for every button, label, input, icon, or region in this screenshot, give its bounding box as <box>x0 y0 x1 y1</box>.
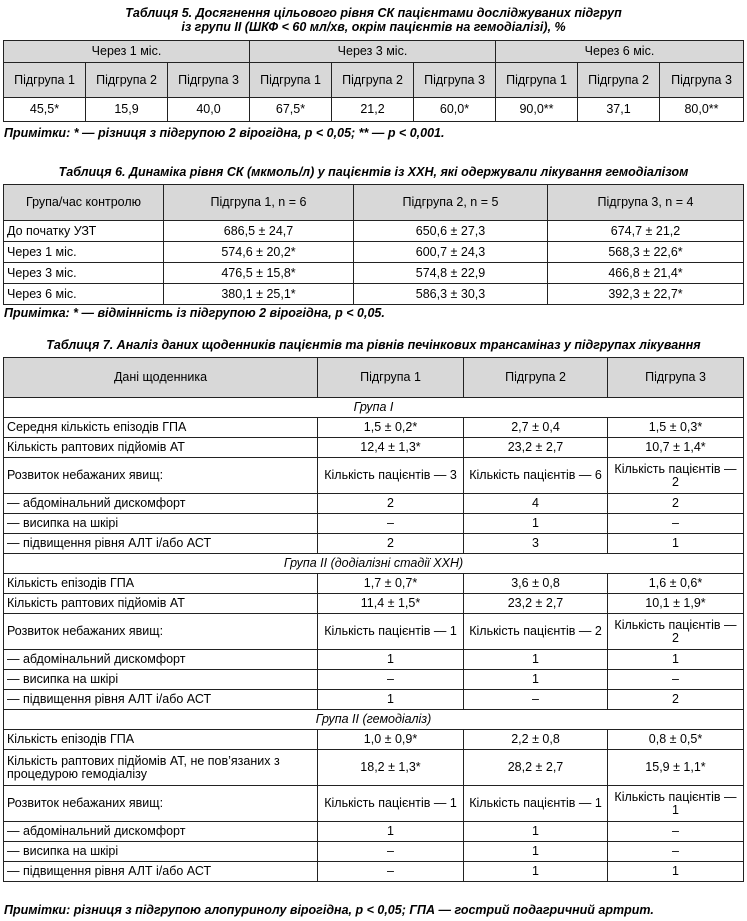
table7-cell: 1,6 ± 0,6* <box>608 574 744 594</box>
table7-cell: 4 <box>464 494 608 514</box>
table7-cell: 2 <box>608 690 744 710</box>
table7-cell: 28,2 ± 2,7 <box>464 750 608 786</box>
table7-row-label: — абдомінальний дискомфорт <box>4 822 318 842</box>
table5-note: Примітки: * — різниця з підгрупою 2 вірогідна, р < 0,05; ** — р < 0,001. <box>4 126 445 140</box>
table6-header: Підгрупа 1, n = 6 <box>164 185 354 221</box>
table7-row-label: — висипка на шкірі <box>4 842 318 862</box>
table7-cell: 1 <box>464 650 608 670</box>
table6-cell: 650,6 ± 27,3 <box>354 221 548 242</box>
table7-cell: 1 <box>608 650 744 670</box>
table7-cell: 2,2 ± 0,8 <box>464 730 608 750</box>
table7-cell: 2 <box>318 534 464 554</box>
table7-header: Підгрупа 1 <box>318 358 464 398</box>
table5-caption <box>0 6 747 34</box>
table6-cell: 466,8 ± 21,4* <box>548 263 744 284</box>
table5-value: 21,2 <box>332 98 414 122</box>
table6-row-label: Через 1 міс. <box>4 242 164 263</box>
table7-cell: 1 <box>318 690 464 710</box>
table7-note: Примітки: різниця з підгрупою алопуринолу вірогідна, р < 0,05; ГПА — гострий подагричний артрит. <box>4 903 654 917</box>
table7-cell: – <box>608 514 744 534</box>
table7-cell: 1 <box>464 862 608 882</box>
table7-cell: 18,2 ± 1,3* <box>318 750 464 786</box>
table7-row-label: Розвиток небажаних явищ: <box>4 786 318 822</box>
table7-group-title: Група ІІ (гемодіаліз) <box>4 710 744 730</box>
table5-subgroup-header: Підгрупа 2 <box>578 63 660 98</box>
table7-row-label: — висипка на шкірі <box>4 514 318 534</box>
table6-cell: 574,6 ± 20,2* <box>164 242 354 263</box>
table7-cell: 1,7 ± 0,7* <box>318 574 464 594</box>
table6-header: Підгрупа 3, n = 4 <box>548 185 744 221</box>
table7-cell: Кількість пацієнтів — 1 <box>464 786 608 822</box>
table5-subgroup-header: Підгрупа 3 <box>660 63 744 98</box>
table7-cell: 1,5 ± 0,2* <box>318 418 464 438</box>
table6-cell: 686,5 ± 24,7 <box>164 221 354 242</box>
table6 <box>3 184 744 305</box>
table7-row-label: — підвищення рівня АЛТ і/або АСТ <box>4 690 318 710</box>
table7-cell: 1 <box>608 862 744 882</box>
table5-value: 60,0* <box>414 98 496 122</box>
table7-cell: Кількість пацієнтів — 1 <box>608 786 744 822</box>
table7-cell: 10,1 ± 1,9* <box>608 594 744 614</box>
table5-subgroup-header: Підгрупа 1 <box>250 63 332 98</box>
table6-row-label: Через 3 міс. <box>4 263 164 284</box>
table7-cell: 1 <box>318 650 464 670</box>
table7-cell: 1,0 ± 0,9* <box>318 730 464 750</box>
table6-row-label: До початку УЗТ <box>4 221 164 242</box>
table5-value: 80,0** <box>660 98 744 122</box>
table7-cell: 1 <box>464 842 608 862</box>
table7-row-label: Середня кількість епізодів ГПА <box>4 418 318 438</box>
table7-group-title: Група ІІ (додіалізні стадії ХХН) <box>4 554 744 574</box>
table6-cell: 392,3 ± 22,7* <box>548 284 744 305</box>
table7-cell: 1 <box>318 822 464 842</box>
table5-subgroup-header: Підгрупа 1 <box>4 63 86 98</box>
table7-cell: 23,2 ± 2,7 <box>464 594 608 614</box>
table5-period-1: Через 1 міс. <box>4 41 250 63</box>
table7-cell: Кількість пацієнтів — 6 <box>464 458 608 494</box>
table7-header: Підгрупа 2 <box>464 358 608 398</box>
table7-cell: 11,4 ± 1,5* <box>318 594 464 614</box>
table7-row-label: Кількість епізодів ГПА <box>4 574 318 594</box>
table7-cell: Кількість пацієнтів — 3 <box>318 458 464 494</box>
table7-header: Підгрупа 3 <box>608 358 744 398</box>
table7-row-label: — висипка на шкірі <box>4 670 318 690</box>
table6-caption: Таблиця 6. Динаміка рівня СК (мкмоль/л) у пацієнтів із ХХН, які одержували лікування гемодіалізом <box>58 165 689 179</box>
table5-value: 45,5* <box>4 98 86 122</box>
table7-cell: 10,7 ± 1,4* <box>608 438 744 458</box>
table7-cell: – <box>318 670 464 690</box>
table7-cell: 15,9 ± 1,1* <box>608 750 744 786</box>
table5-subgroup-header: Підгрупа 3 <box>168 63 250 98</box>
table5-caption-line1: Таблиця 5. Досягнення цільового рівня СК пацієнтами досліджуваних підгруп <box>125 6 622 20</box>
table7-row-label: — підвищення рівня АЛТ і/або АСТ <box>4 534 318 554</box>
table6-note: Примітка: * — відмінність із підгрупою 2 вірогідна, р < 0,05. <box>4 306 385 320</box>
table7-cell: – <box>608 670 744 690</box>
table5-value: 90,0** <box>496 98 578 122</box>
table7-row-label: — абдомінальний дискомфорт <box>4 494 318 514</box>
table7-cell: 12,4 ± 1,3* <box>318 438 464 458</box>
table7-row-label: Кількість раптових підйомів АТ, не пов’язаних з процедурою гемодіалізу <box>4 750 318 786</box>
table7-cell: 2,7 ± 0,4 <box>464 418 608 438</box>
table7-cell: Кількість пацієнтів — 2 <box>608 614 744 650</box>
table6-cell: 380,1 ± 25,1* <box>164 284 354 305</box>
table7-cell: 3 <box>464 534 608 554</box>
table7-row-label: — підвищення рівня АЛТ і/або АСТ <box>4 862 318 882</box>
table5-value: 37,1 <box>578 98 660 122</box>
table7-group-title: Група І <box>4 398 744 418</box>
table5-subgroup-header: Підгрупа 3 <box>414 63 496 98</box>
table7-cell: 1 <box>608 534 744 554</box>
table5 <box>3 40 744 122</box>
table5-period-3: Через 3 міс. <box>250 41 496 63</box>
table7-cell: Кількість пацієнтів — 1 <box>318 614 464 650</box>
table7-cell: 1 <box>464 514 608 534</box>
table7-cell: 2 <box>608 494 744 514</box>
table6-cell: 568,3 ± 22,6* <box>548 242 744 263</box>
table7-cell: – <box>464 690 608 710</box>
table6-header: Підгрупа 2, n = 5 <box>354 185 548 221</box>
table5-subgroup-header: Підгрупа 1 <box>496 63 578 98</box>
table6-cell: 574,8 ± 22,9 <box>354 263 548 284</box>
table6-cell: 476,5 ± 15,8* <box>164 263 354 284</box>
table7-cell: – <box>318 842 464 862</box>
table5-subgroup-header: Підгрупа 2 <box>86 63 168 98</box>
table7-row-label: Кількість раптових підйомів АТ <box>4 438 318 458</box>
table7-row-label: Розвиток небажаних явищ: <box>4 614 318 650</box>
table7-cell: – <box>318 514 464 534</box>
table5-value: 67,5* <box>250 98 332 122</box>
table5-period-6: Через 6 міс. <box>496 41 744 63</box>
table7-cell: 2 <box>318 494 464 514</box>
table7-cell: 0,8 ± 0,5* <box>608 730 744 750</box>
table6-row-label: Через 6 міс. <box>4 284 164 305</box>
table7-header: Дані щоденника <box>4 358 318 398</box>
table7-cell: – <box>318 862 464 882</box>
table5-value: 40,0 <box>168 98 250 122</box>
table7-caption: Таблиця 7. Аналіз даних щоденників пацієнтів та рівнів печінкових трансаміназ у підгрупах лікування <box>46 338 701 352</box>
table6-header: Група/час контролю <box>4 185 164 221</box>
table5-caption-line2: із групи ІІ (ШКФ < 60 мл/хв, окрім пацієнтів на гемодіалізі), % <box>181 20 566 34</box>
table7-cell: – <box>608 842 744 862</box>
table7-cell: 1,5 ± 0,3* <box>608 418 744 438</box>
table5-value: 15,9 <box>86 98 168 122</box>
table7-cell: – <box>608 822 744 842</box>
table7-cell: 1 <box>464 670 608 690</box>
table5-subgroup-header: Підгрупа 2 <box>332 63 414 98</box>
table7-cell: 3,6 ± 0,8 <box>464 574 608 594</box>
table6-cell: 600,7 ± 24,3 <box>354 242 548 263</box>
table7-row-label: Кількість епізодів ГПА <box>4 730 318 750</box>
table7-cell: Кількість пацієнтів — 2 <box>608 458 744 494</box>
table7-cell: Кількість пацієнтів — 1 <box>318 786 464 822</box>
table7-cell: Кількість пацієнтів — 2 <box>464 614 608 650</box>
table6-cell: 586,3 ± 30,3 <box>354 284 548 305</box>
table7-row-label: Розвиток небажаних явищ: <box>4 458 318 494</box>
table7-row-label: Кількість раптових підйомів АТ <box>4 594 318 614</box>
table6-cell: 674,7 ± 21,2 <box>548 221 744 242</box>
table7 <box>3 357 744 882</box>
table7-row-label: — абдомінальний дискомфорт <box>4 650 318 670</box>
table7-cell: 1 <box>464 822 608 842</box>
table7-cell: 23,2 ± 2,7 <box>464 438 608 458</box>
